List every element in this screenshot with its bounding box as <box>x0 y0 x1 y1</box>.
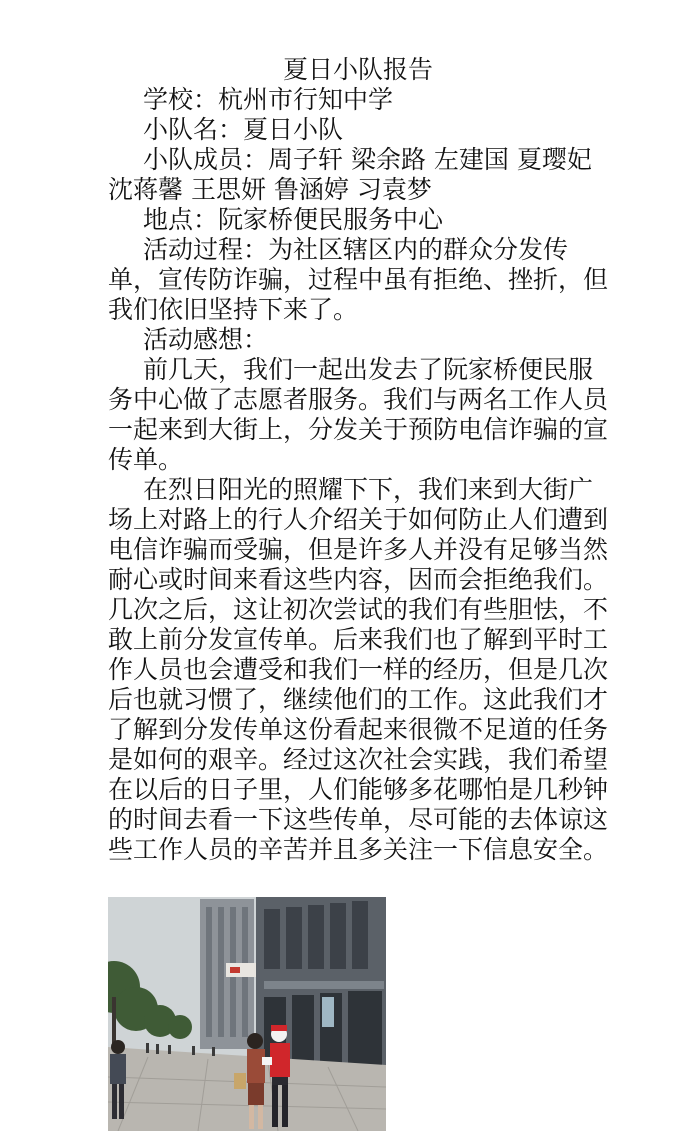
report-document <box>108 55 608 865</box>
reflection-heading: 活动感想： <box>143 325 269 354</box>
team-members-line: 小队成员：周子轩 梁余路 左建国 夏璎妃 沈蒋馨 王思妍 鲁涵婷 习袁梦 <box>108 145 592 204</box>
reflection-paragraph-2: 在烈日阳光的照耀下下，我们来到大街广场上对路上的行人介绍关于如何防止人们遭到电信诈骗而受骗，但是许多人并没有足够当然耐心或时间来看这些内容，因而会拒绝我们。几次之后，这让初次尝试的我们有些胆怯，不敢上前分发宣传单。后来我们也了解到平时工作人员也会遭受和我们一样的经历，但是几次后也就习惯了，继续他们的工作。这此我们才了解到分发传单这份看起来很微不足道的任务是如何的艰辛。经过这次社会实践，我们希望在以后的日子里，人们能够多花哪怕是几秒钟的时间去看一下这些传单，尽可能的去体谅这些工作人员的辛苦并且多关注一下信息安全。 <box>108 475 609 864</box>
school-line: 学校：杭州市行知中学 <box>143 85 394 114</box>
team-name-line: 小队名：夏日小队 <box>143 115 344 144</box>
location-line: 地点：阮家桥便民服务中心 <box>143 205 444 234</box>
reflection-paragraph-1: 前几天，我们一起出发去了阮家桥便民服务中心做了志愿者服务。我们与两名工作人员一起来到大街上，分发关于预防电信诈骗的宣传单。 <box>108 355 609 474</box>
activity-photo <box>108 897 386 1131</box>
activity-process-paragraph: 活动过程：为社区辖区内的群众分发传单，宣传防诈骗，过程中虽有拒绝、挫折，但我们依旧坚持下来了。 <box>108 235 609 324</box>
report-title: 夏日小队报告 <box>282 55 433 84</box>
